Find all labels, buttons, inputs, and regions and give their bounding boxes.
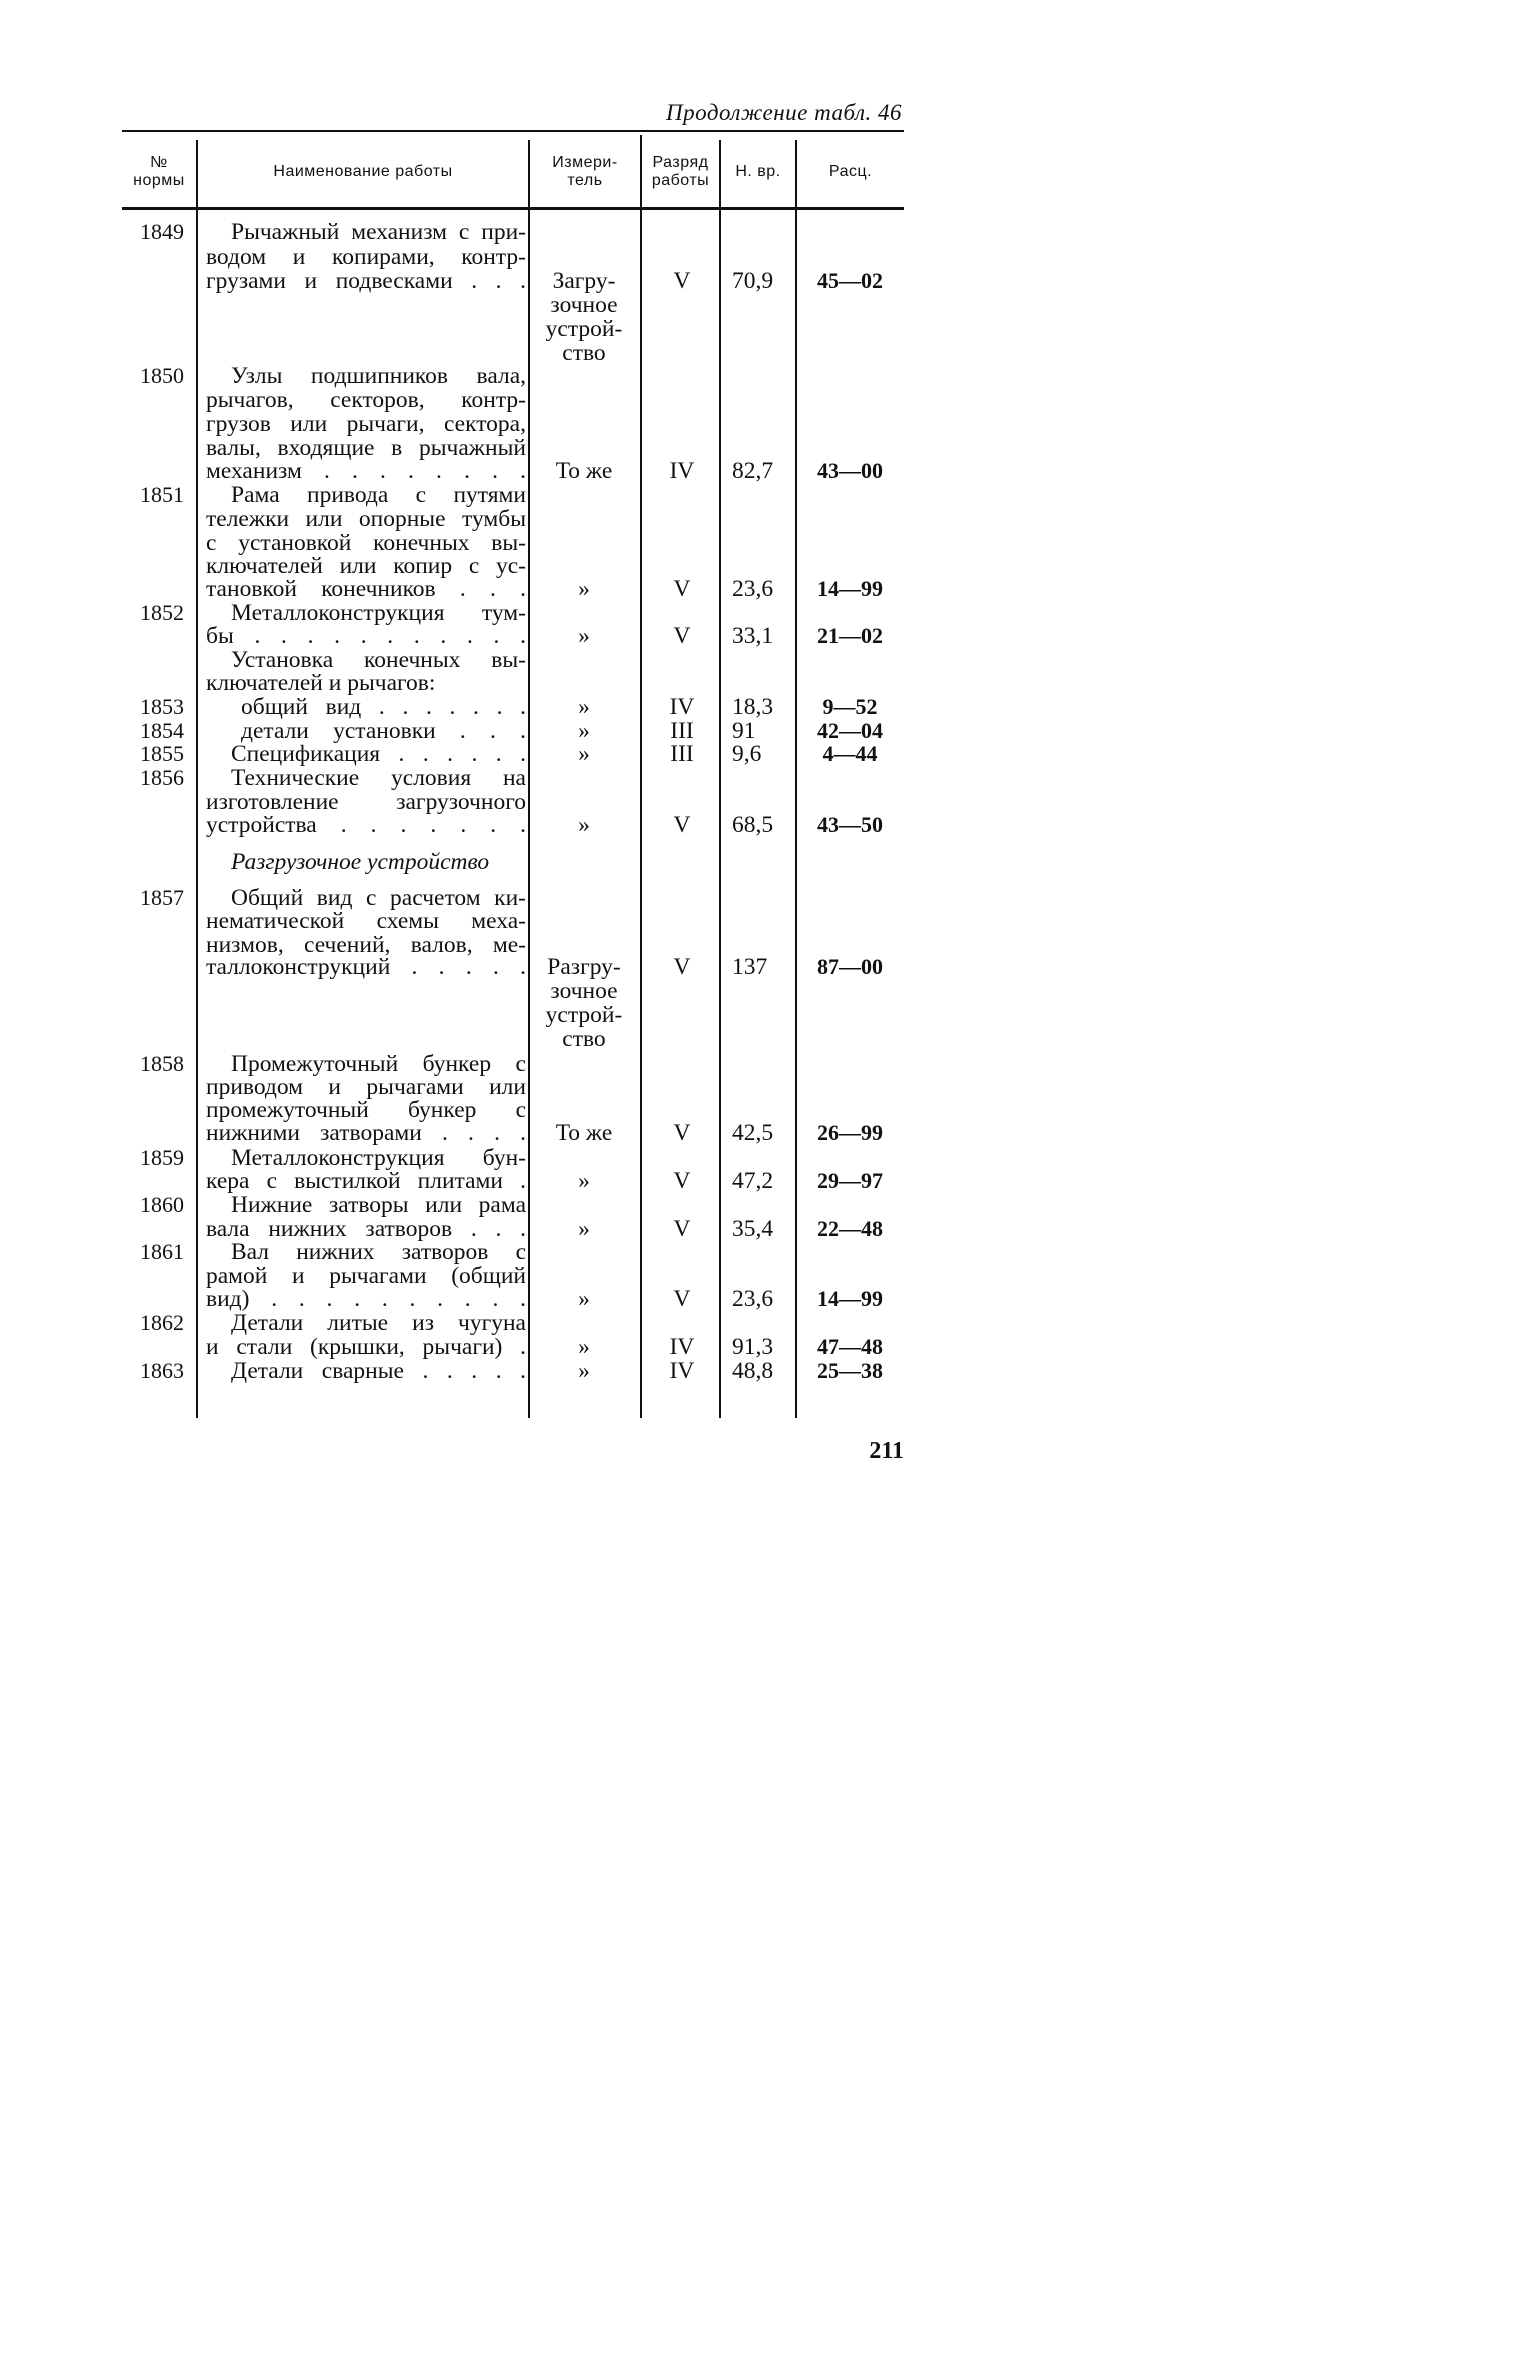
norm-number: 1852 — [140, 600, 184, 625]
header-price — [797, 142, 904, 202]
header-unit-line1: Измери- — [552, 154, 618, 171]
header-hours-text: Н. вр. — [735, 163, 781, 180]
work-name-line: водом и копирами, контр- — [206, 244, 526, 270]
grade-cell: V — [673, 1168, 691, 1194]
work-name-line: детали установки . . . — [241, 718, 526, 744]
work-name-line: рычагов, секторов, контр- — [206, 387, 526, 413]
header-unit — [530, 142, 640, 202]
work-name-line: промежуточный бункер с — [206, 1097, 526, 1123]
work-name-line: тановкой конечников . . . — [206, 576, 526, 602]
work-name-line: валы, входящие в рычажный — [206, 435, 526, 461]
grade-cell: V — [673, 812, 691, 838]
unit-cell: » — [578, 1358, 590, 1384]
price-cell: 26—99 — [817, 1120, 883, 1145]
grade-cell: V — [673, 576, 691, 602]
norm-number: 1861 — [140, 1239, 184, 1264]
grade-cell: IV — [669, 694, 695, 720]
unit-cell: ство — [562, 1026, 606, 1052]
work-name-line: вид) . . . . . . . . . . — [206, 1286, 526, 1312]
work-name-line: изготовление загрузочного — [206, 789, 526, 815]
work-name-line: Рычажный механизм с при- — [231, 219, 526, 245]
price-cell: 4—44 — [822, 741, 878, 766]
norm-number: 1858 — [140, 1051, 184, 1076]
hours-cell: 35,4 — [732, 1216, 774, 1242]
unit-cell: зочное — [550, 978, 618, 1004]
hours-cell: 42,5 — [732, 1120, 774, 1146]
hours-cell: 9,6 — [732, 741, 762, 767]
header-hours — [721, 142, 795, 202]
grade-cell: V — [673, 623, 691, 649]
grade-cell: IV — [669, 1334, 695, 1360]
price-cell: 45—02 — [817, 268, 883, 293]
price-cell: 14—99 — [817, 1286, 883, 1311]
hours-cell: 48,8 — [732, 1358, 774, 1384]
work-name-line: нематической схемы меха- — [206, 908, 526, 934]
grade-cell: V — [673, 1120, 691, 1146]
hours-cell: 68,5 — [732, 812, 774, 838]
work-name-line: вала нижних затворов . . . — [206, 1216, 526, 1242]
work-name-line: и стали (крышки, рычаги) . — [206, 1334, 526, 1360]
norm-number: 1850 — [140, 363, 184, 388]
work-name-line: Металлоконструкция бун- — [231, 1145, 526, 1171]
hours-cell: 91 — [732, 718, 756, 744]
work-name-line: рамой и рычагами (общий — [206, 1263, 526, 1289]
price-cell: 22—48 — [817, 1216, 883, 1241]
hours-cell: 70,9 — [732, 268, 774, 294]
unit-cell: ство — [562, 340, 606, 366]
unit-cell: Разгру- — [547, 954, 621, 980]
unit-cell: » — [578, 718, 590, 744]
price-cell: 14—99 — [817, 576, 883, 601]
hours-cell: 137 — [732, 954, 768, 980]
work-name-line: устройства . . . . . . . — [206, 812, 526, 838]
header-name — [198, 142, 528, 202]
price-cell: 87—00 — [817, 954, 883, 979]
work-name-line: общий вид . . . . . . . — [241, 694, 526, 720]
unit-cell: » — [578, 741, 590, 767]
work-name-line: Нижние затворы или рама — [231, 1192, 526, 1218]
work-name-line: механизм . . . . . . . . — [206, 458, 526, 484]
header-number — [122, 142, 196, 202]
header-price-text: Расц. — [828, 163, 873, 180]
work-name-line: Установка конечных вы- — [231, 647, 526, 673]
hours-cell: 23,6 — [732, 1286, 774, 1312]
work-name-line: Общий вид с расчетом ки- — [231, 885, 526, 911]
norm-number: 1860 — [140, 1192, 184, 1217]
work-name-line: тележки или опорные тумбы — [206, 506, 526, 532]
grade-cell: III — [670, 718, 694, 744]
work-name-line: нижними затворами . . . . — [206, 1120, 526, 1146]
unit-cell: То же — [555, 1120, 613, 1146]
work-name-line: низмов, сечений, валов, ме- — [206, 932, 526, 958]
work-name-line: Технические условия на — [231, 765, 526, 791]
hours-cell: 18,3 — [732, 694, 774, 720]
unit-cell: Загру- — [552, 268, 616, 294]
norm-number: 1849 — [140, 219, 184, 244]
hours-cell: 33,1 — [732, 623, 774, 649]
work-name-line: бы . . . . . . . . . . . — [206, 623, 526, 649]
unit-cell: устрой- — [545, 1002, 623, 1028]
work-name-line: Металлоконструкция тум- — [231, 600, 526, 626]
work-name-line: Спецификация . . . . . . — [231, 741, 526, 767]
norm-number: 1863 — [140, 1358, 184, 1383]
norm-number: 1853 — [140, 694, 184, 719]
grade-cell: III — [670, 741, 694, 767]
unit-cell: » — [578, 1286, 590, 1312]
norm-number: 1859 — [140, 1145, 184, 1170]
grade-cell: IV — [669, 1358, 695, 1384]
work-name-line: Узлы подшипников вала, — [231, 363, 526, 389]
work-name-line: Вал нижних затворов с — [231, 1239, 526, 1265]
work-name-line: ключателей и рычагов: — [206, 670, 436, 696]
norm-number: 1854 — [140, 718, 184, 743]
norm-number: 1857 — [140, 885, 184, 910]
grade-cell: V — [673, 268, 691, 294]
unit-cell: » — [578, 576, 590, 602]
work-name-line: Детали литые из чугуна — [231, 1310, 526, 1336]
unit-cell: » — [578, 812, 590, 838]
price-cell: 21—02 — [817, 623, 883, 648]
unit-cell: » — [578, 1334, 590, 1360]
hours-cell: 47,2 — [732, 1168, 774, 1194]
unit-cell: То же — [555, 458, 613, 484]
price-cell: 43—00 — [817, 458, 883, 483]
header-top-rule — [122, 130, 904, 132]
price-cell: 25—38 — [817, 1358, 883, 1383]
header-bottom-rule — [122, 207, 904, 210]
header-unit-line2: тель — [567, 172, 603, 189]
hours-cell: 82,7 — [732, 458, 774, 484]
work-name-line: приводом и рычагами или — [206, 1074, 526, 1100]
work-name-line: кера с выстилкой плитами . — [206, 1168, 526, 1194]
price-cell: 29—97 — [817, 1168, 883, 1193]
norm-number: 1862 — [140, 1310, 184, 1335]
work-name-line: грузами и подвесками . . . — [206, 268, 526, 294]
unit-cell: » — [578, 623, 590, 649]
work-name-line: Детали сварные . . . . . — [231, 1358, 526, 1384]
header-number-line1: № — [150, 154, 168, 171]
unit-cell: » — [578, 1216, 590, 1242]
work-name-line: ключателей или копир с ус- — [206, 553, 526, 579]
work-name-line: Рама привода с путями — [231, 482, 526, 508]
header-grade-line2: работы — [651, 172, 710, 189]
norm-number: 1856 — [140, 765, 184, 790]
section-heading: Разгрузочное устройство — [231, 849, 490, 875]
unit-cell: » — [578, 694, 590, 720]
header-grade — [642, 142, 719, 202]
work-name-line: таллоконструкций . . . . . — [206, 954, 526, 980]
unit-cell: зочное — [550, 292, 618, 318]
col-divider-1 — [196, 140, 198, 1418]
price-cell: 47—48 — [817, 1334, 883, 1359]
grade-cell: V — [673, 954, 691, 980]
header-grade-line1: Разряд — [652, 154, 709, 171]
grade-cell: V — [673, 1286, 691, 1312]
work-name-line: Промежуточный бункер с — [231, 1051, 526, 1077]
price-cell: 9—52 — [822, 694, 878, 719]
price-cell: 43—50 — [817, 812, 883, 837]
grade-cell: IV — [669, 458, 695, 484]
header-number-line2: нормы — [133, 172, 185, 189]
hours-cell: 23,6 — [732, 576, 774, 602]
page-number: 211 — [869, 1438, 904, 1464]
grade-cell: V — [673, 1216, 691, 1242]
table-caption: Продолжение табл. 46 — [666, 100, 902, 125]
price-cell: 42—04 — [817, 718, 883, 743]
col-divider-2 — [528, 140, 530, 1418]
norm-number: 1851 — [140, 482, 184, 507]
unit-cell: » — [578, 1168, 590, 1194]
work-name-line: с установкой конечных вы- — [206, 530, 526, 556]
norm-number: 1855 — [140, 741, 184, 766]
header-name-text: Наименование работы — [273, 163, 453, 180]
unit-cell: устрой- — [545, 316, 623, 342]
hours-cell: 91,3 — [732, 1334, 774, 1360]
work-name-line: грузов или рычаги, сектора, — [206, 411, 526, 437]
